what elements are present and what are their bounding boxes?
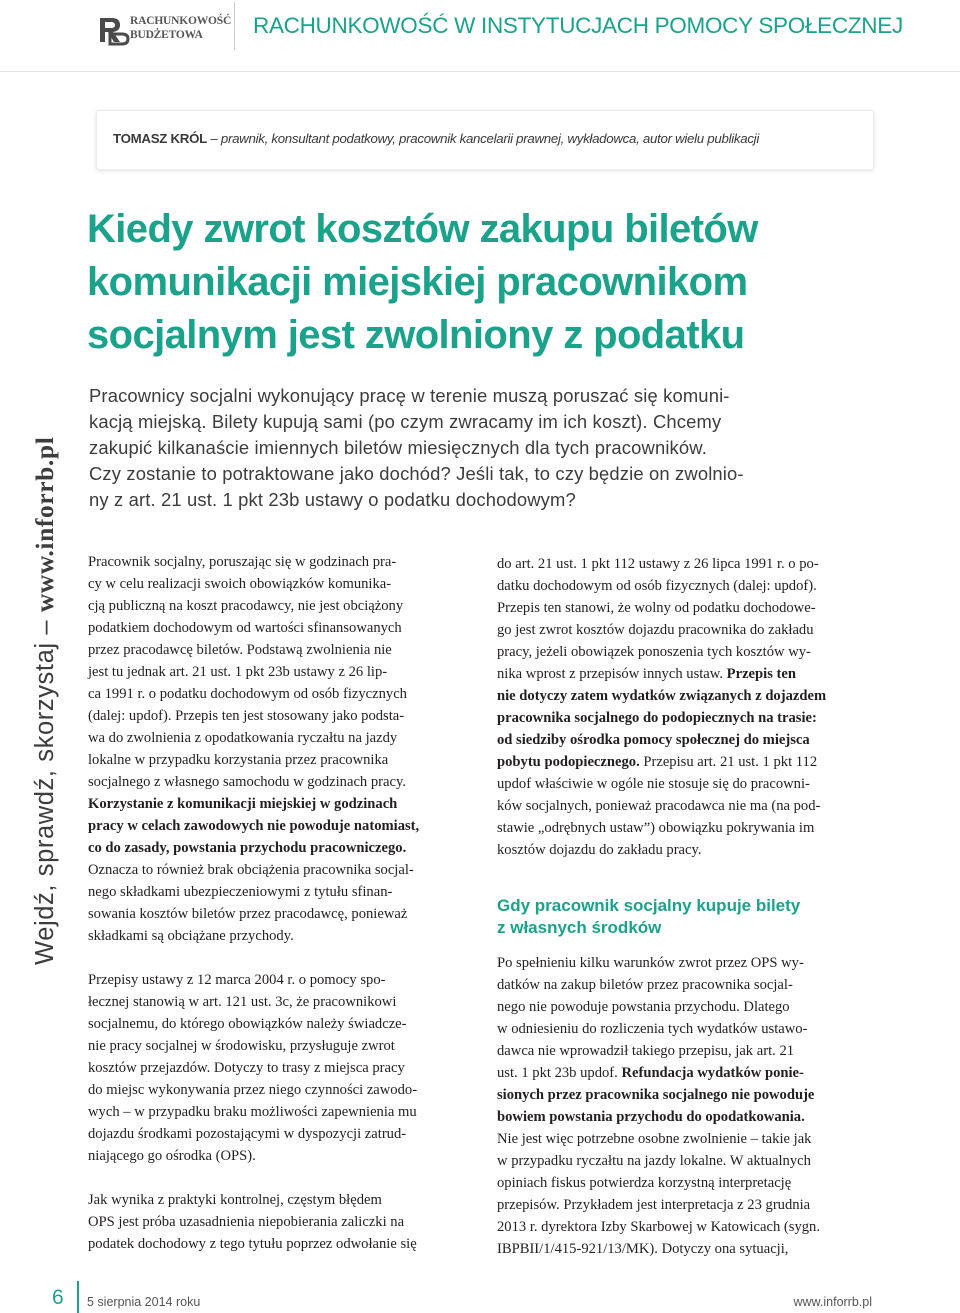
text-line: łecznej stanowią w art. 121 ust. 3c, że pracownikowi bbox=[88, 994, 397, 1010]
text-line: updof właściwie w ogóle nie stosuje się do pracowni- bbox=[497, 776, 810, 792]
text-line: stawie „odrębnych ustaw”) obowiązku pokrywania im bbox=[497, 820, 815, 836]
article-title-line: socjalnym jest zwolniony z podatku bbox=[87, 313, 745, 357]
subheading-line: z własnych środków bbox=[497, 917, 662, 937]
text-line: jest tu jednak art. 21 ust. 1 pkt 23b ustawy z 26 lip- bbox=[88, 664, 388, 680]
text-run: nika wprost z przepisów innych ustaw. bbox=[497, 666, 727, 682]
text-line: w przypadku ryczałtu na jazdy lokalne. W aktualnych bbox=[497, 1153, 811, 1169]
text-line: (dalej: updof). Przepis ten jest stosowany jako podsta- bbox=[88, 708, 405, 724]
text-line: Pracownik socjalny, poruszając się w godzinach pra- bbox=[88, 554, 397, 570]
bold-text-line: Korzystanie z komunikacji miejskiej w godzinach bbox=[88, 796, 398, 812]
paragraph bbox=[88, 551, 463, 947]
header-divider bbox=[234, 2, 235, 50]
text-line bbox=[497, 1062, 872, 1084]
text-line: Nie jest więc potrzebne osobne zwolnienie – takie jak bbox=[497, 1131, 812, 1147]
text-line: OPS jest próba uzasadnienia niepobierania zaliczki na bbox=[88, 1214, 405, 1230]
text-line: nego składkami ubezpieczeniowymi z tytułu sfinan- bbox=[88, 884, 393, 900]
right-column bbox=[497, 553, 872, 1282]
text-line: dawca nie wprowadził takiego przepisu, jak art. 21 bbox=[497, 1043, 795, 1059]
text-line: w odniesieniu do rozliczenia tych wydatków ustawo- bbox=[497, 1021, 808, 1037]
bold-text-line: pracownika socjalnego do podopiecznych na trasie: bbox=[497, 710, 817, 726]
text-line: ca 1991 r. o podatku dochodowym od osób fizycznych bbox=[88, 686, 407, 702]
text-line: sowania kosztów biletów przez pracodawcę, ponieważ bbox=[88, 906, 408, 922]
text-line: Przepis ten stanowi, że wolny od podatku dochodowe- bbox=[497, 600, 816, 616]
page-header bbox=[0, 0, 960, 72]
bold-text-line: sionych przez pracownika socjalnego nie powoduje bbox=[497, 1087, 815, 1103]
section-title: RACHUNKOWOŚĆ W INSTYTUCJACH POMOCY SPOŁECZNEJ bbox=[253, 13, 903, 38]
text-line: Po spełnieniu kilku warunków zwrot przez OPS wy- bbox=[497, 955, 804, 971]
article-title-line: komunikacji miejskiej pracownikom bbox=[87, 260, 748, 304]
author-line bbox=[113, 131, 759, 146]
article-title bbox=[87, 203, 887, 362]
text-line: kosztów przejazdów. Dotyczy to trasy z miejsca pracy bbox=[88, 1060, 405, 1076]
text-line: wych – w przypadku braku możliwości zapewnienia mu bbox=[88, 1104, 417, 1120]
text-line: podatkiem dochodowym od wartości sfinansowanych bbox=[88, 620, 402, 636]
issue-date: 5 sierpnia 2014 roku bbox=[87, 1295, 201, 1309]
logo-text bbox=[130, 14, 231, 42]
bold-text-line: bowiem powstania przychodu do opodatkowania. bbox=[497, 1109, 805, 1125]
text-run: Przepisu art. 21 ust. 1 pkt 112 bbox=[639, 754, 818, 770]
article-title-line: Kiedy zwrot kosztów zakupu biletów bbox=[87, 207, 758, 251]
subheading-line: Gdy pracownik socjalny kupuje bilety bbox=[497, 896, 801, 915]
text-line bbox=[497, 751, 872, 773]
text-line: ków socjalnych, ponieważ pracodawca nie ma (na pod- bbox=[497, 798, 821, 814]
paragraph bbox=[497, 553, 872, 861]
text-line: przez pracodawcę biletów. Podstawą zwolnienia nie bbox=[88, 642, 392, 658]
bold-text-run: Refundacja wydatków ponie- bbox=[621, 1065, 804, 1081]
text-line: Oznacza to również brak obciążenia pracownika socjal- bbox=[88, 862, 414, 878]
text-line: nego nie powoduje powstania przychodu. Dlatego bbox=[497, 999, 790, 1015]
lead-line: Pracownicy socjalni wykonujący pracę w terenie muszą poruszać się komuni- bbox=[89, 385, 730, 406]
text-line: podatek dochodowy z tego tytułu poprzez odwołanie się bbox=[88, 1236, 417, 1252]
page-number: 6 bbox=[52, 1286, 64, 1309]
lead-line: kacją miejską. Bilety kupują sami (po czym zwracamy im ich koszt). Chcemy bbox=[89, 411, 722, 432]
text-line bbox=[497, 663, 872, 685]
paragraph bbox=[497, 952, 872, 1260]
text-line: datków na zakup biletów przez pracownika socjal- bbox=[497, 977, 793, 993]
text-line: opiniach fiskus potwierdza korzystną interpretację bbox=[497, 1175, 792, 1191]
rb-logo-icon bbox=[96, 10, 130, 50]
author-name: TOMASZ KRÓL bbox=[113, 131, 207, 146]
text-line: IBPBII/1/415-921/13/MK). Dotyczy ona sytuacji, bbox=[497, 1241, 789, 1257]
footer-divider bbox=[77, 1281, 79, 1313]
bold-text-line: pracy w celach zawodowych nie powoduje natomiast, bbox=[88, 818, 420, 834]
text-line: składkami są obciążane przychody. bbox=[88, 928, 294, 944]
text-line: dojazdu środkami pozostającymi w dyspozycji zatrud- bbox=[88, 1126, 407, 1142]
text-line: Jak wynika z praktyki kontrolnej, częstym błędem bbox=[88, 1192, 382, 1208]
text-line: socjalnemu, do którego obowiązków należy świadcze- bbox=[88, 1016, 407, 1032]
logo-line-1: RACHUNKOWOŚĆ bbox=[130, 15, 232, 27]
text-line: przepisów. Przykładem jest interpretacja z 23 grudnia bbox=[497, 1197, 811, 1213]
text-line: wa do zwolnienia z opodatkowania ryczałtu na jazdy bbox=[88, 730, 398, 746]
logo-line-2: BUDŻETOWA bbox=[130, 29, 203, 41]
text-line: socjalnego z własnego samochodu w godzinach pracy. bbox=[88, 774, 406, 790]
left-column bbox=[88, 551, 463, 1277]
text-line: cją publiczną na koszt pracodawcy, nie jest obciążony bbox=[88, 598, 404, 614]
section-subheading bbox=[497, 895, 872, 938]
text-line: go jest zwrot kosztów dojazdu pracownika do zakładu bbox=[497, 622, 814, 638]
bold-text-line: nie dotyczy zatem wydatków związanych z dojazdem bbox=[497, 688, 827, 704]
lead-line: zakupić kilkanaście imiennych biletów miesięcznych dla tych pracowników. bbox=[89, 437, 707, 458]
side-promo-text bbox=[30, 437, 60, 965]
author-box bbox=[96, 110, 874, 170]
text-line: kosztów dojazdu do zakładu pracy. bbox=[497, 842, 702, 858]
text-run: ust. 1 pkt 23b updof. bbox=[497, 1065, 622, 1081]
bold-text-run: pobytu podopiecznego. bbox=[497, 754, 640, 770]
text-line: cy w celu realizacji swoich obowiązków komunika- bbox=[88, 576, 392, 592]
text-line: lokalne w przypadku korzystania przez pracownika bbox=[88, 752, 389, 768]
text-line: do art. 21 ust. 1 pkt 112 ustawy z 26 lipca 1991 r. o po- bbox=[497, 556, 819, 572]
publication-logo bbox=[96, 10, 232, 50]
text-line: pracy, jeżeli obowiązek ponoszenia tych kosztów wy- bbox=[497, 644, 811, 660]
bold-text-run: Przepis ten bbox=[726, 666, 796, 682]
bold-text-line: od siedziby ośrodka pomocy społecznej do miejsca bbox=[497, 732, 810, 748]
lead-line: ny z art. 21 ust. 1 pkt 23b ustawy o podatku dochodowym? bbox=[89, 489, 576, 510]
text-line: 2013 r. dyrektora Izby Skarbowej w Katowicach (sygn. bbox=[497, 1219, 821, 1235]
side-promo-label: Wejdź, sprawdź, skorzystaj – bbox=[31, 612, 59, 965]
footer-website-link[interactable]: www.inforrb.pl bbox=[793, 1295, 872, 1309]
bold-text-line: co do zasady, powstania przychodu pracowniczego. bbox=[88, 840, 407, 856]
lead-line: Czy zostanie to potraktowane jako dochód? Jeśli tak, to czy będzie on zwolnio- bbox=[89, 463, 744, 484]
side-promo-url[interactable]: www.inforrb.pl bbox=[30, 436, 59, 613]
author-description: – prawnik, konsultant podatkowy, pracownik kancelarii prawnej, wykładowca, autor wielu publikacji bbox=[206, 131, 759, 146]
paragraph bbox=[88, 969, 463, 1167]
text-line: datku dochodowym od osób fizycznych (dalej: updof). bbox=[497, 578, 817, 594]
text-line: nie pracy socjalnej w środowisku, przysługuje zwrot bbox=[88, 1038, 395, 1054]
text-line: do miejsc wykonywania przez niego czynności zawodo- bbox=[88, 1082, 418, 1098]
paragraph bbox=[88, 1189, 463, 1255]
article-lead bbox=[89, 383, 871, 513]
text-line: Przepisy ustawy z 12 marca 2004 r. o pomocy spo- bbox=[88, 972, 386, 988]
text-line: niającego go ośrodka (OPS). bbox=[88, 1148, 256, 1164]
